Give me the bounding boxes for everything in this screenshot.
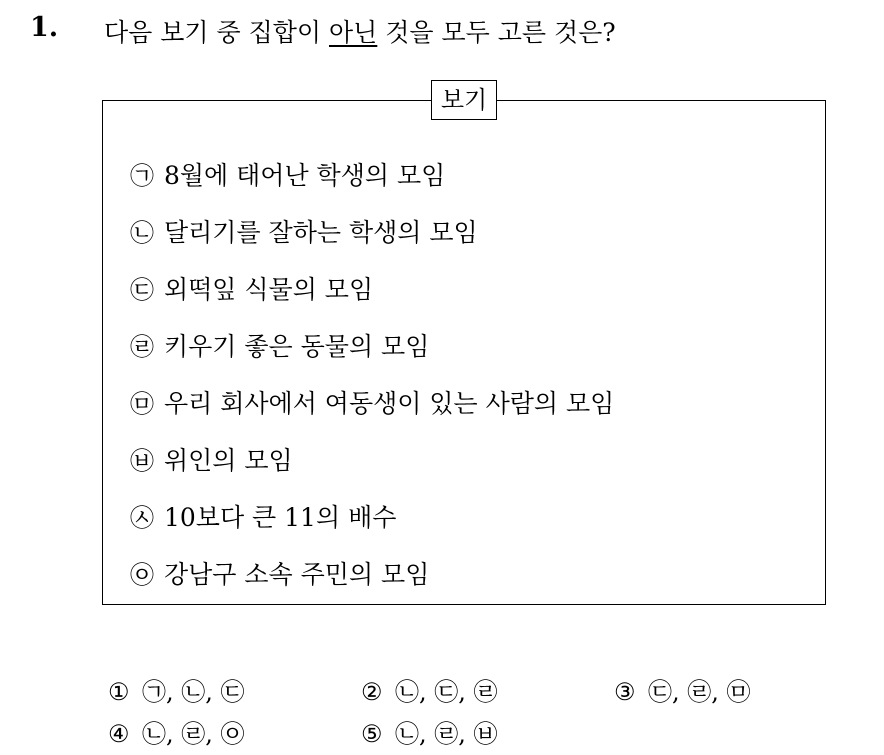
answer-choice-1[interactable] bbox=[108, 672, 361, 707]
answer-choice-row bbox=[108, 710, 868, 752]
example-item bbox=[130, 373, 614, 430]
answer-choice-2[interactable] bbox=[361, 672, 614, 707]
example-item-list bbox=[130, 145, 614, 601]
answer-choice-4[interactable] bbox=[108, 714, 361, 749]
example-item-text: 강남구 소속 주민의 모임 bbox=[164, 559, 430, 589]
example-item-marker: ㉣ bbox=[130, 333, 154, 361]
example-item bbox=[130, 487, 614, 544]
choice-text: ㉡, ㉢, ㉣ bbox=[395, 677, 498, 706]
question-text-emphasis: 아닌 bbox=[329, 18, 378, 47]
choice-text: ㉢, ㉣, ㉤ bbox=[648, 677, 751, 706]
example-item-text: 키우기 좋은 동물의 모임 bbox=[164, 331, 430, 361]
example-item-marker: ㉤ bbox=[130, 390, 154, 418]
example-item-marker: ㉢ bbox=[130, 276, 154, 304]
choice-text: ㉠, ㉡, ㉢ bbox=[142, 677, 245, 706]
question-text-after: 것을 모두 고른 것은? bbox=[377, 18, 616, 47]
example-item bbox=[130, 316, 614, 373]
example-item-marker: ㉥ bbox=[130, 447, 154, 475]
question-text-before: 다음 보기 중 집합이 bbox=[104, 18, 329, 47]
example-item bbox=[130, 430, 614, 487]
choice-number: ③ bbox=[614, 677, 636, 706]
example-item bbox=[130, 202, 614, 259]
choice-text: ㉡, ㉣, ㉥ bbox=[395, 719, 498, 748]
example-item-text: 10보다 큰 11의 배수 bbox=[164, 502, 397, 532]
choice-number: ① bbox=[108, 677, 130, 706]
answer-choices bbox=[108, 668, 868, 752]
question-number: 1. bbox=[30, 12, 59, 43]
example-item-marker: ㉡ bbox=[130, 219, 154, 247]
example-item-marker: ㉠ bbox=[130, 162, 154, 190]
choice-number: ④ bbox=[108, 719, 130, 748]
example-item bbox=[130, 544, 614, 601]
example-item-text: 8월에 태어난 학생의 모임 bbox=[164, 160, 446, 190]
example-item-text: 우리 회사에서 여동생이 있는 사람의 모임 bbox=[164, 388, 615, 418]
example-box-title: 보기 bbox=[431, 80, 497, 120]
example-item bbox=[130, 145, 614, 202]
example-item-marker: ㉧ bbox=[130, 561, 154, 589]
example-item-text: 위인의 모임 bbox=[164, 445, 293, 475]
example-item bbox=[130, 259, 614, 316]
example-item-marker: ㉦ bbox=[130, 504, 154, 532]
example-item-text: 외떡잎 식물의 모임 bbox=[164, 274, 374, 304]
answer-choice-3[interactable] bbox=[614, 672, 867, 707]
choice-number: ② bbox=[361, 677, 383, 706]
example-item-text: 달리기를 잘하는 학생의 모임 bbox=[164, 217, 478, 247]
answer-choice-5[interactable] bbox=[361, 714, 614, 749]
choice-text: ㉡, ㉣, ㉧ bbox=[142, 719, 245, 748]
question-text bbox=[104, 13, 616, 49]
choice-number: ⑤ bbox=[361, 719, 383, 748]
answer-choice-row bbox=[108, 668, 868, 710]
